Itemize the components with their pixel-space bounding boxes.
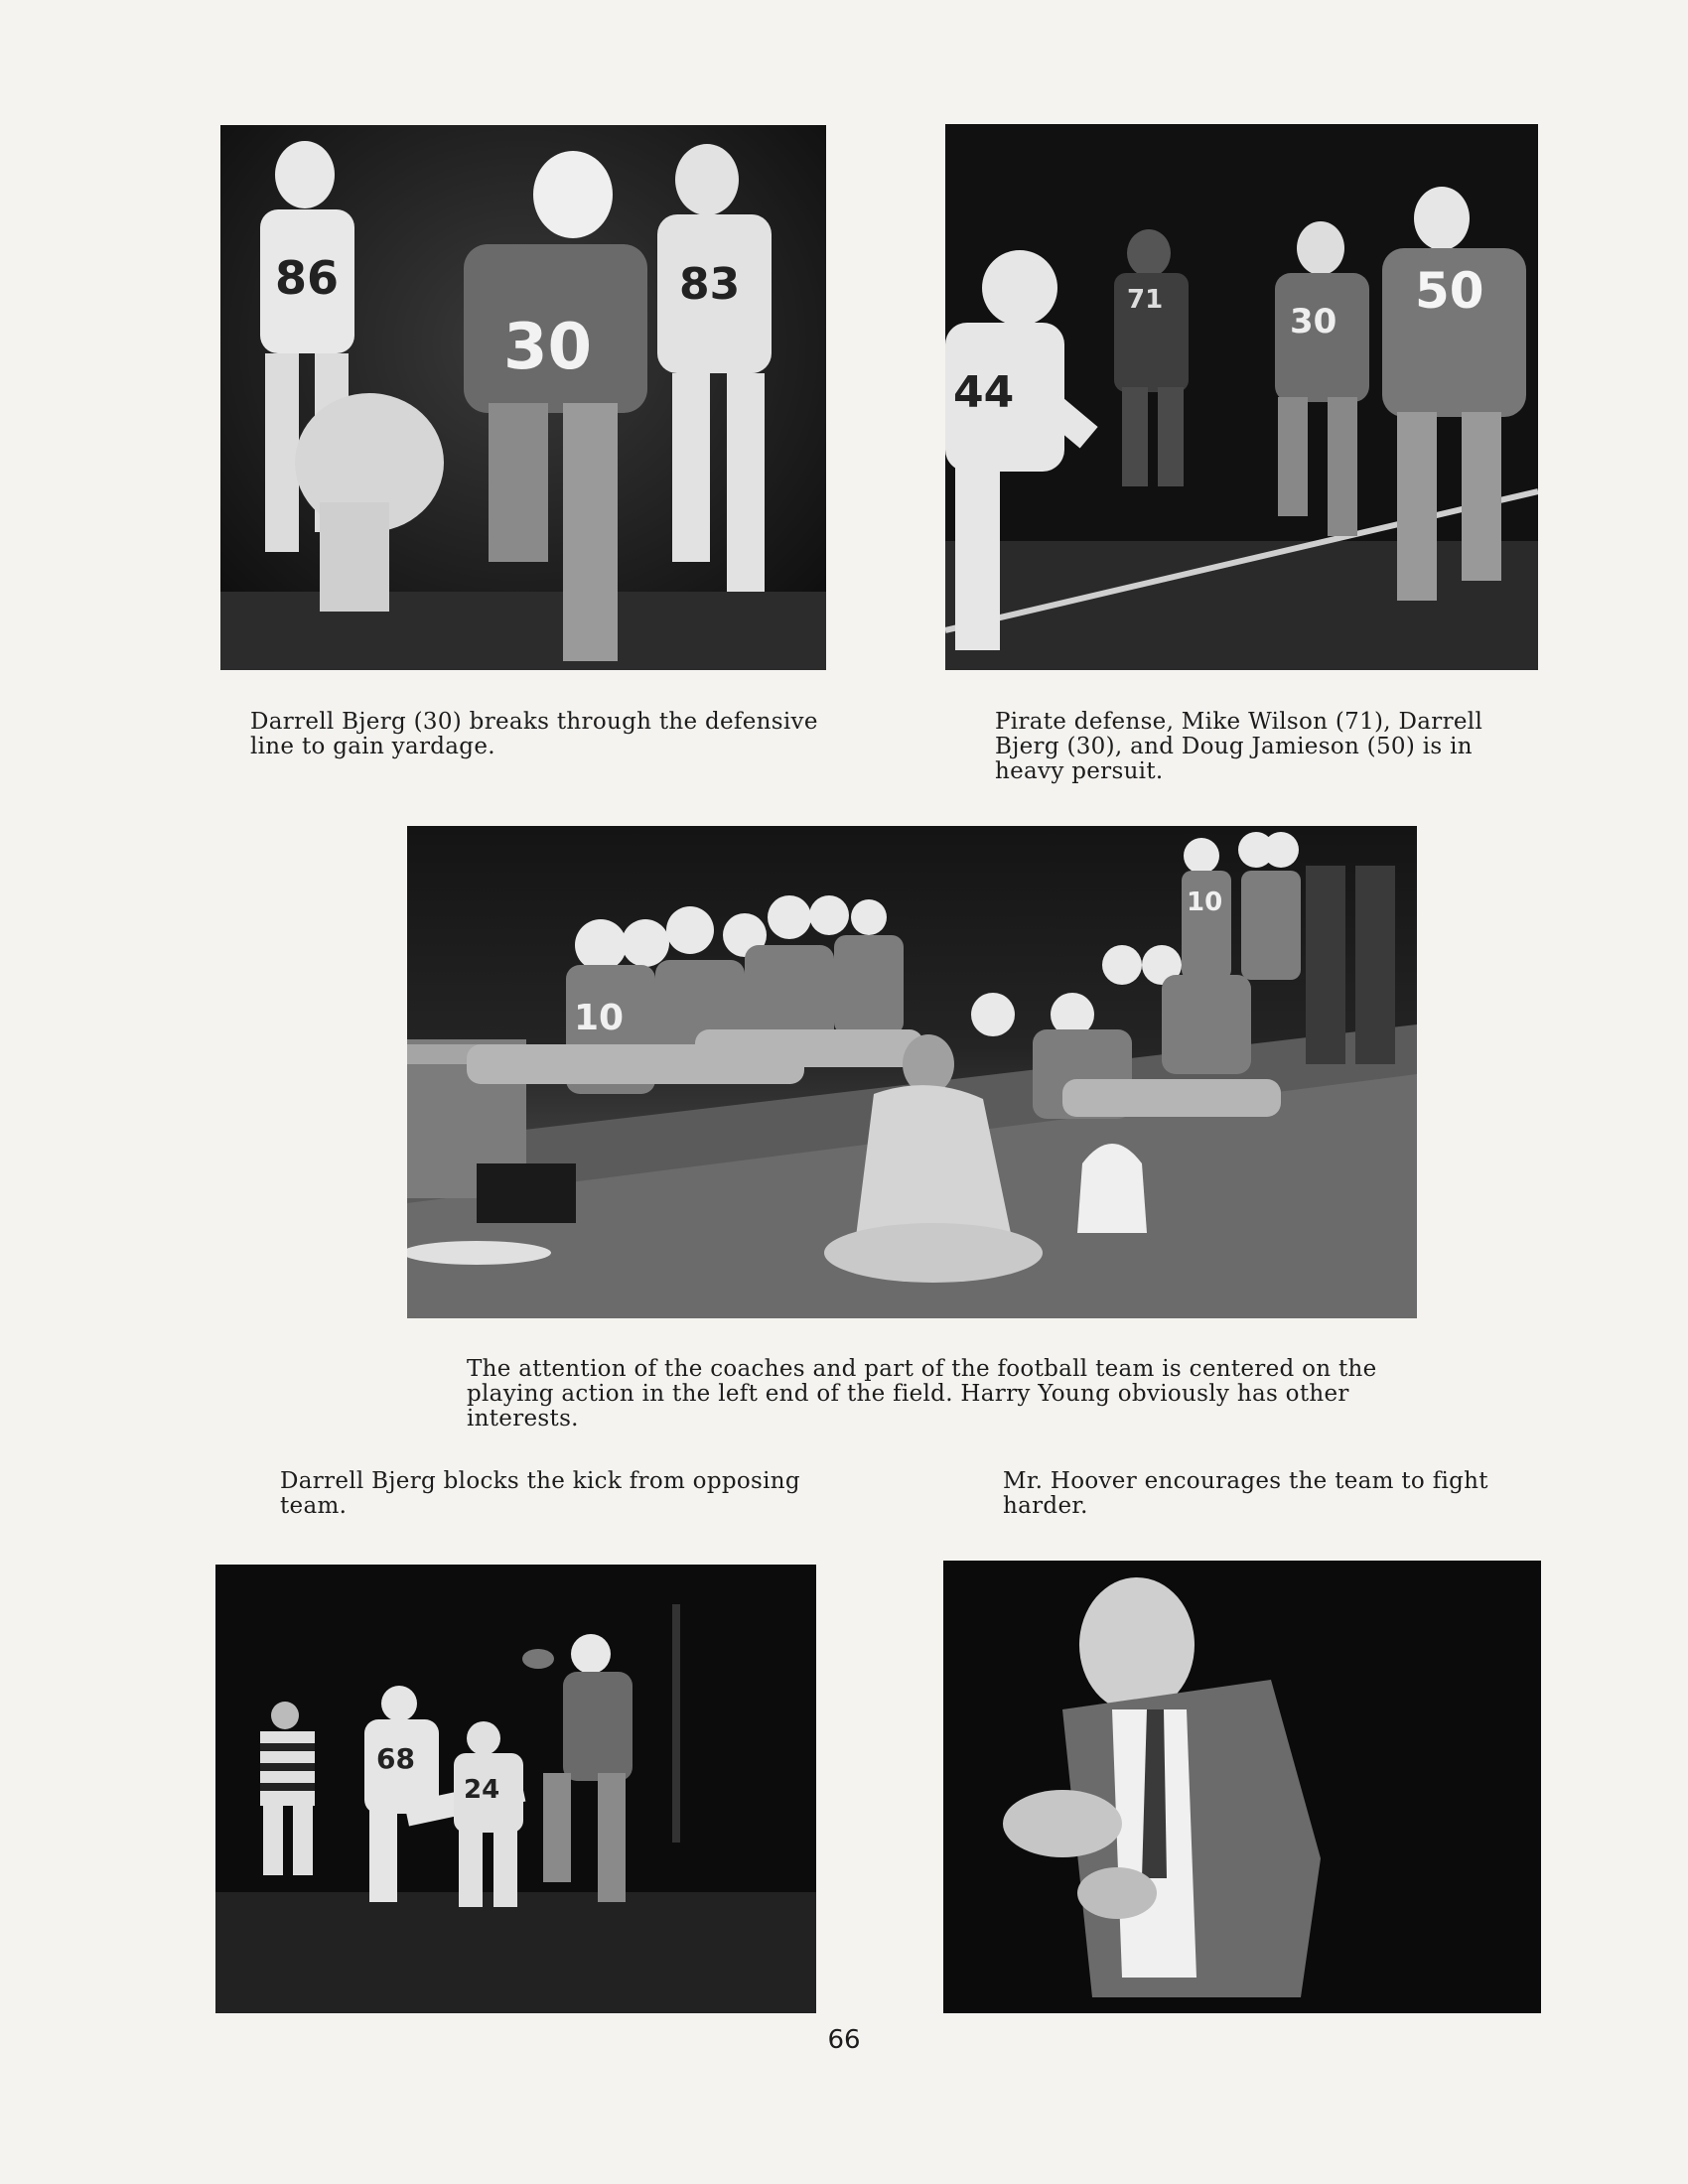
caption-photo-2: Pirate defense, Mike Wilson (71), Darrell Bjerg (30), and Doug Jamieson (50) is in heavy persuit. — [995, 709, 1483, 784]
photo-running-back — [220, 125, 826, 670]
jersey-number: 83 — [679, 259, 741, 310]
jersey-number: 68 — [376, 1742, 415, 1775]
jersey-number: 30 — [503, 311, 593, 384]
photo-kick-block — [215, 1565, 816, 2013]
page-number: 66 — [827, 2025, 861, 2055]
jersey-number: 10 — [1187, 887, 1223, 917]
caption-photo-5: Mr. Hoover encourages the team to fight harder. — [1003, 1468, 1488, 1519]
photo-team-bench — [407, 826, 1417, 1318]
jersey-number: 50 — [1415, 262, 1484, 320]
caption-photo-3: The attention of the coaches and part of the football team is centered on the playing action in the left end of the field. Harry Young obviously has other interests. — [467, 1356, 1377, 1432]
photo-mr-hoover — [943, 1561, 1541, 2013]
caption-photo-1: Darrell Bjerg (30) breaks through the defensive line to gain yardage. — [250, 709, 818, 759]
jersey-number: 30 — [1290, 302, 1337, 341]
jersey-number: 86 — [275, 251, 340, 305]
jersey-number: 71 — [1127, 285, 1164, 315]
jersey-number: 10 — [574, 998, 625, 1038]
jersey-number: 44 — [953, 367, 1015, 418]
photo-defense-pursuit — [945, 124, 1538, 670]
caption-photo-4: Darrell Bjerg blocks the kick from opposing team. — [280, 1468, 800, 1519]
jersey-number: 24 — [464, 1775, 500, 1805]
